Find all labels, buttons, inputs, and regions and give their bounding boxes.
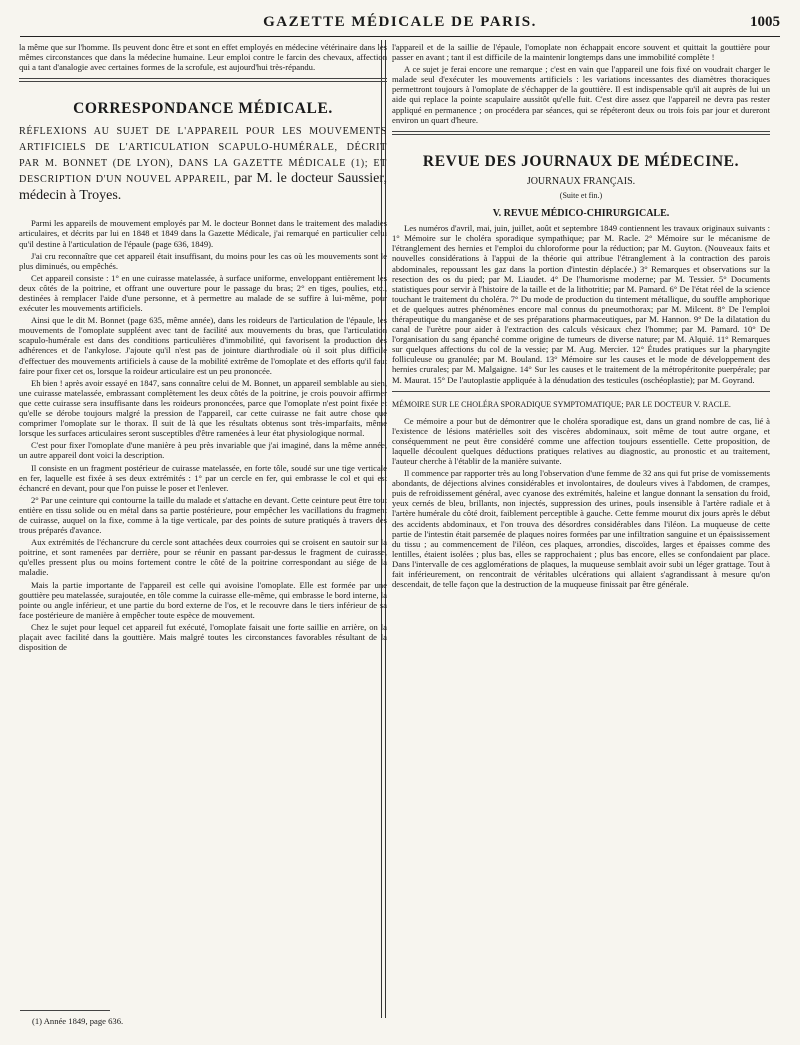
paragraph: Eh bien ! après avoir essayé en 1847, sans connaître celui de M. Bonnet, un appareil semblable au sien, une cuirasse matelassée, embrassant complètement les deux côtés de la poitrine, je crois pouvoir affirmer que cette cuirasse sera insuffisante dans les roideurs prononcées, parce que l'omoplate n'est point fixée et qu'elle se dérobe toujours malgré la pression de l'appareil, car cette cuirasse ne fait autre chose que comprimer l'omoplate sur le thorax. Il suit de là que les résultats obtenus sont très-imparfaits, même lorsque les surfaces articulaires seront susceptibles d'être ramenées à leur état physiologique normal. [19, 377, 387, 439]
section-title-correspondance: CORRESPONDANCE MÉDICALE. [73, 100, 333, 118]
page-number: 1005 [750, 14, 780, 30]
paragraph: Parmi les appareils de mouvement employés par M. le docteur Bonnet dans le traitement des maladies articulaires, et décrits par lui en 1848 et 1849 dans la Gazette Médicale, j'ai remarqué en particulier celui qu'il destine à l'articulation de l'épaule (page 636, 1849). [19, 218, 387, 249]
right-column [392, 42, 770, 591]
paragraph: Aux extrémités de l'échancrure du cercle sont attachées deux courroies qui se croisent en sautoir sur la poitrine, et sont ramenées par derrière, pour se réunir en passant par-dessus le fragment de cuirasse, qu'elles pressent plus ou moins fortement contre le côté de la poitrine correspondant au siége de la maladie. [19, 537, 387, 578]
page-header [20, 14, 780, 37]
paragraph: Il consiste en un fragment postérieur de cuirasse matelassée, en forte tôle, soudé sur une tige verticale en fer, laquelle est fixée à ses deux extrémités : 1° par un cercle en fer, qui embrasse le col et qui est échancré en devant, pour que l'on puisse le poser et l'enlever. [19, 462, 387, 493]
paragraph: J'ai cru reconnaître que cet appareil était insuffisant, du moins pour les cas où les mouvements sont le plus diminués, ou empêchés. [19, 250, 387, 271]
paragraph: l'appareil et de la saillie de l'épaule, l'omoplate non échappait encore souvent et quittait la gouttière pour passer en avant ; tant il est difficile de la maintenir longtemps dans une immobilité complète ! [392, 42, 770, 63]
left-column [19, 42, 387, 654]
article-title [19, 124, 387, 204]
memoire-title: MÉMOIRE SUR LE CHOLÉRA SPORADIQUE SYMPTOMATIQUE; PAR LE DOCTEUR V. RACLE. [392, 399, 731, 409]
article-title-text: RÉFLEXIONS AU SUJET DE L'APPAREIL POUR LES MOUVEMENTS ARTIFICIELS DE L'ARTICULATION SCAPULO-HUMÉRALE, DÉCRIT PAR M. BONNET (DE LYON), DANS LA GAZETTE MÉDICALE (1); ET DESCRIPTION D'UN NOUVEL APPAREIL, [19, 126, 387, 186]
paragraph: Chez le sujet pour lequel cet appareil fut exécuté, l'omoplate faisait une forte saillie en arrière, on la plaçait avec facilité dans la gouttière. Mais malgré toutes les circonstances favorables résultant de la disposition de [19, 621, 387, 653]
paragraph: Ainsi que le dit M. Bonnet (page 635, même année), dans les roideurs de l'articulation de l'épaule, les mouvements de l'omoplate suppléent avec tant de facilité aux mouvements du bras, que l'articulation scapulo-humérale est dans des conditions particulières d'immobilité, qui favorisent la production des adhérences et de l'ankylose. J'ajoute qu'il n'est pas de jointure diarthrodiale où il soit plus difficile d'effectuer des mouvements artificiels à cause de la mobilité extrême de l'omoplate et des efforts qu'il faut faire pour fixer cet os, lorsque la roideur articulaire est un peu prononcée. [19, 315, 387, 376]
paragraph: Il commence par rapporter très au long l'observation d'une femme de 32 ans qui fut prise de vomissements abondants, de déjections alvines considérables et involontaires, de douleurs vives à l'abdomen, de crampes, puis de refroidissement général, avec cyanose des extrémités, haleine et langue donnant la sensation du froid, yeux cernés de bleu, brillants, non injectés, suppression des urines, pouls insensible à l'artère radiale et à l'artère humérale du côté droit, faiblement perceptible à gauche. Cette femme mourut dix jours après le début des accidents abdominaux, et l'on trouva des désordres considérables dans l'iléon. La muqueuse de cette partie de l'intestin était parsemée de plaques noires formées par une infiltration sanguine et un épaississement du tissu ; au commencement de l'iléon, ces plaques, arrondies, discoïdes, larges et épaisses comme des lentilles, étaient isolées ; plus bas, elles se rapprochaient ; plus bas encore, elles se confondaient par place. Dans l'intervalle de ces agglomérations de plaques, la muqueuse semblait avoir subi un léger grattage. Tout à fait inférieurement, on rencontrait de véritables ulcérations qui allaient s'agrandissant à mesure qu'on descendait, de telle façon que la destruction de la muqueuse finissait par être générale. [392, 468, 770, 590]
paragraph: Ce mémoire a pour but de démontrer que le choléra sporadique est, dans un grand nombre de cas, lié à l'existence de lésions matérielles soit des viscères abdominaux, soit même de tout autre organe, et conséquemment ne peut être considéré comme une affection toujours essentielle. Cette proposition, de laquelle découlent quelques déductions pratiques relatives au diagnostic, au pronostic et au traitement, l'auteur cherche à l'établir de la manière suivante. [392, 415, 770, 466]
paragraph: A ce sujet je ferai encore une remarque ; c'est en vain que l'appareil une fois fixé on voudrait charger le malade seul d'exécuter les mouvements artificiels : les variations incessantes des diamètres thoraciques permettront toujours à l'omoplate de s'échapper de la gouttière. Il est indispensable qu'il ait auprès de lui un aide qui replace la pointe scapulaire aussitôt qu'elle fuit. C'est dire assez que l'appareil ne devra pas rester appliqué en permanence ; on procédera par séances, qui se répéteront deux ou trois fois par jour et dureront environ un quart d'heure. [392, 64, 770, 125]
section-title-revue: REVUE DES JOURNAUX DE MÉDECINE. [422, 152, 740, 170]
article-byline: par M. le docteur Saussier, médecin à Troyes. [19, 171, 387, 203]
summary-paragraph: Les numéros d'avril, mai, juin, juillet, août et septembre 1849 contiennent les travaux originaux suivants : 1° Mémoire sur le choléra sporadique sympathique; par M. Racle. 2° Mémoire sur le mécanisme de l'étranglement des hernies et l'emploi du chloroforme pour la réduction; par M. Guyton. (Nouveaux faits et nouvelles considérations à l'appui de la théorie qui attribue l'étranglement à la contraction des parois abdominales, repoussant les gaz dans la portion d'intestin déplacée.) 3° Remarques et observations sur la resection des os du pied; par M. Liaudet. 4° De l'humorisme moderne; par M. Tessier. 5° Documents statistiques pour servir à l'histoire de la taille et de la lithotritie; par M. Pamard. 6° De l'état réel de la science touchant le traitement du choléra. 7° Du mode de production du tintement métallique, du souffle amphorique et de quelques autres phénomènes encore mal connus du pneumothorax; par M. Milcent. 8° De l'emploi thérapeutique du manganèse et de ses préparations pharmaceutiques, par M. Hannon. 9° De la dilatation du canal de l'urètre pour aider à l'extraction des calculs vésicaux chez l'homme; par M. Pamard. 10° De l'organisation du sang épanché comme origine de tumeurs de diverse nature; par M. Alquié. 11° Remarques sur quelques affections du col de la vessie; par M. Aug. Mercier. 12° Études pratiques sur la pharyngite folliculeuse ou granulée; par M. Bouland. 13° Mémoire sur les causes et le mode de développement des hernies crurales; par M. Malgaigne. 14° Sur les causes et le traitement de la métropéritonite puerpérale; par M. Maurat. 15° De l'autoplastie appliquée à la dénudation des testicules (oschéoplastie); par M. Goyrand. [392, 223, 770, 385]
paragraph: C'est pour fixer l'omoplate d'une manière à peu près invariable que j'ai imaginé, dans la même année, un autre appareil dont voici la description. [19, 440, 387, 461]
journal-title: GAZETTE MÉDICALE DE PARIS. [263, 14, 537, 30]
paragraph: Cet appareil consiste : 1° en une cuirasse matelassée, à surface uniforme, enveloppant entièrement les deux côtés de la poitrine, et offrant une ouverture pour le passage du bras; 2° en tiges, poulies, etc., destinées à remplacer l'aide d'une personne, et à permettre au malade de se suffire à lui-même, pour exécuter les mouvements artificiels. [19, 272, 387, 314]
journal-title: V. REVUE MÉDICO-CHIRURGICALE. [492, 208, 670, 220]
section-rule [392, 131, 770, 135]
suite-note: (Suite et fin.) [559, 190, 603, 200]
subtitle: JOURNAUX FRANÇAIS. [526, 175, 636, 187]
footnote-rule [20, 1010, 110, 1011]
paragraph: 2° Par une ceinture qui contourne la taille du malade et s'attache en devant. Cette ceinture peut être tout entière en tissu solide ou en métal dans sa partie postérieure, pour empêcher les vacillations du fragment de cuirasse, auquel on la fixe, comme à la tige verticale, par des points de suture pratiqués à travers des trous préparés d'avance. [19, 494, 387, 536]
footnote: (1) Année 1849, page 636. [32, 1016, 124, 1026]
separator-rule [392, 391, 770, 392]
section-rule [19, 78, 387, 82]
paragraph: Mais la partie importante de l'appareil est celle qui avoisine l'omoplate. Elle est formée par une gouttière peu matelassée, surajoutée, en tôle comme la cuirasse elle-même, qui embrasse le bord interne, la pointe ou angle inférieur, et une partie du bord externe de l'os, et le recouvre dans le tiers inférieur de sa face postérieure de manière à empêcher toute espèce de mouvement. [19, 579, 387, 620]
intro-paragraph: la même que sur l'homme. Ils peuvent donc être et sont en effet employés en médecine vétérinaire dans les mêmes circonstances que dans la médecine humaine. Leur emploi contre le farcin des chevaux, affection qui a tant d'analogie avec certaines formes de la scrofule, est aujourd'hui très-répandu. [19, 42, 387, 73]
